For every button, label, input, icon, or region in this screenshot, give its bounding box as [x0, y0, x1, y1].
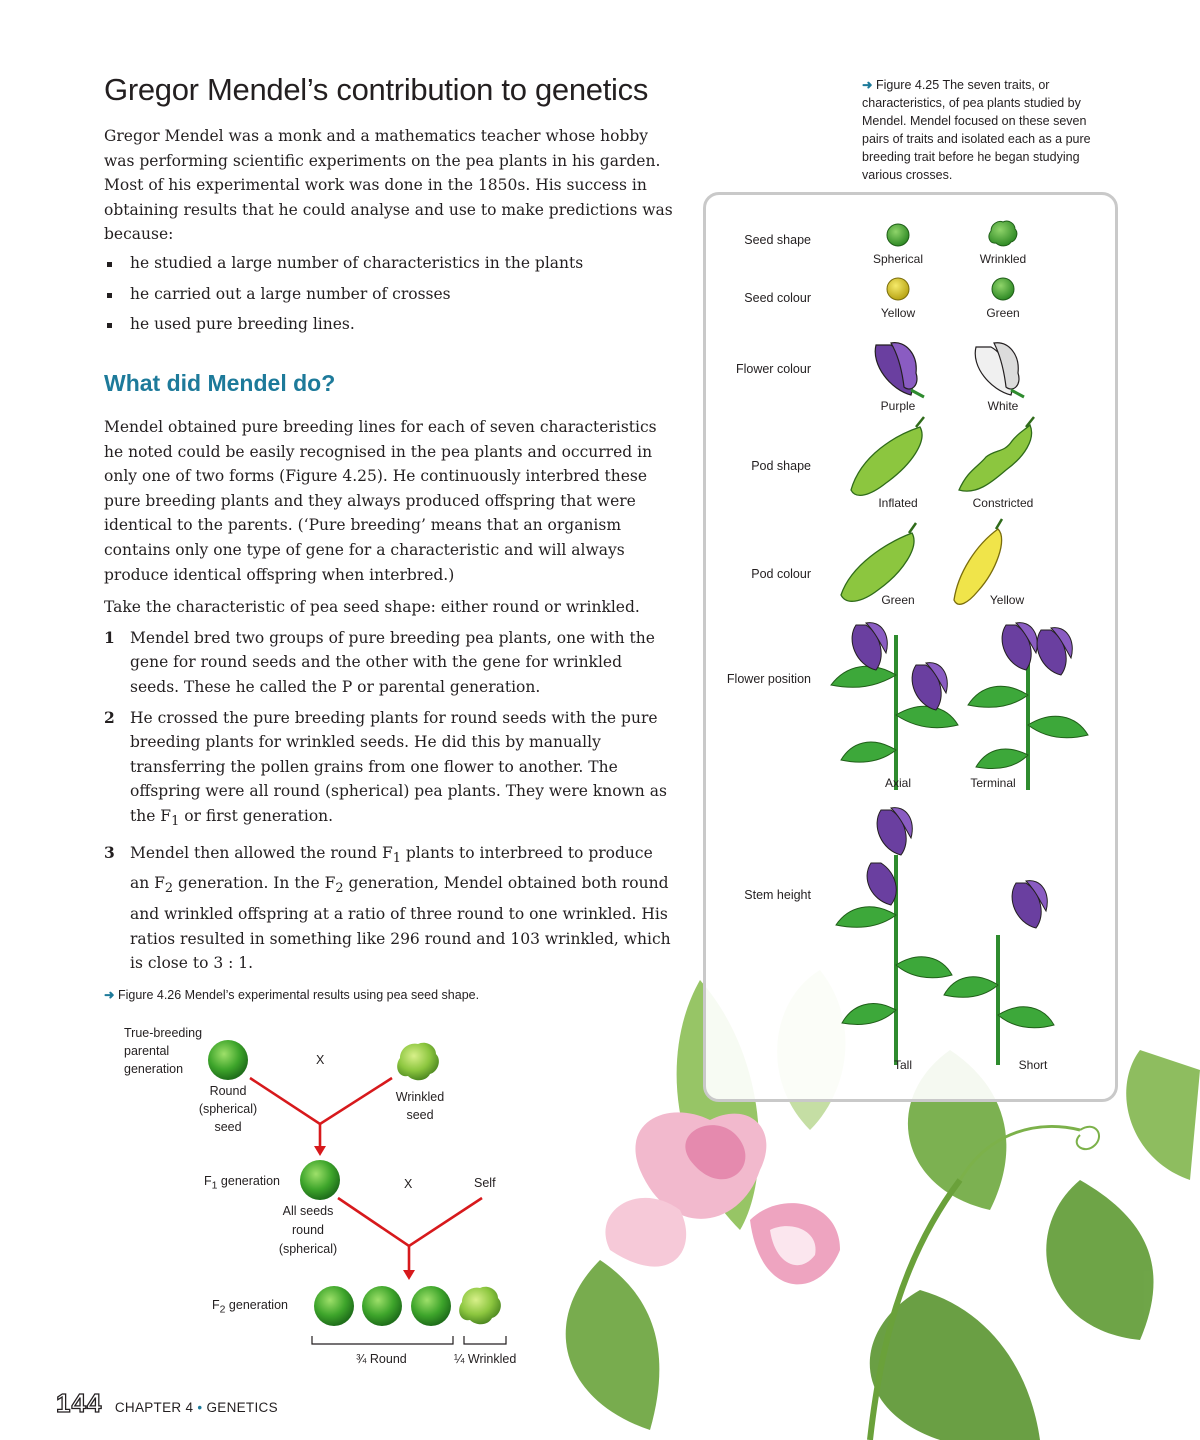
- f1-generation-label: [204, 1174, 280, 1192]
- f2-round-seed-icon: [362, 1286, 402, 1326]
- f2-wrinkled-seed-icon: [459, 1287, 501, 1325]
- subscript: 1: [392, 850, 401, 866]
- label-text: F: [204, 1174, 212, 1188]
- round-seed-label: Round (spherical) seed: [198, 1084, 258, 1134]
- trait-value: Yellow: [989, 593, 1025, 607]
- step-text: Mendel then allowed the round F: [130, 843, 393, 862]
- figure-426-diagram: [104, 1010, 534, 1380]
- list-item: [104, 626, 674, 700]
- purple-flower-icon: [875, 343, 924, 397]
- caption-text: Figure 4.26 Mendel’s experimental results using pea seed shape.: [117, 988, 480, 1002]
- f2-generation-label: [212, 1298, 288, 1316]
- step-number: 3: [104, 842, 115, 862]
- trait-stem-height: Stem height: [744, 888, 811, 902]
- list-item: [104, 706, 674, 835]
- reasons-list: [104, 251, 674, 337]
- white-flower-icon: [975, 343, 1024, 397]
- page-title: Gregor Mendel’s contribution to genetics: [104, 72, 649, 107]
- trait-seed-shape: Seed shape: [744, 233, 811, 247]
- step-text: Mendel bred two groups of pure breeding pea plants, one with the gene for round seeds and the other with the gene for wrinkled seeds. These he called the P or parental generation.: [130, 628, 655, 696]
- topic-text: GENETICS: [206, 1400, 278, 1415]
- trait-seed-colour: Seed colour: [744, 291, 811, 305]
- f2-round-seed-icon: [314, 1286, 354, 1326]
- label-text: F: [212, 1298, 220, 1312]
- trait-value: Axial: [884, 776, 911, 790]
- caption-text: Figure 4.25 The seven traits, or characteristics, of pea plants studied by Mendel. Mendel focused on these seven pairs of traits and isolated each as a pure breeding trait before he began studying various crosses.: [862, 78, 1091, 182]
- green-seed-icon: [992, 278, 1014, 300]
- trait-pod-shape: Pod shape: [751, 459, 811, 473]
- label-text: generation: [225, 1298, 288, 1312]
- trait-value: Green: [881, 593, 915, 607]
- trait-value: Inflated: [878, 496, 918, 510]
- f2-round-seed-icon: [411, 1286, 451, 1326]
- subscript: 1: [171, 814, 180, 829]
- subscript: 1: [211, 1180, 218, 1192]
- subscript: 2: [219, 1304, 226, 1316]
- ratio-wrinkled-label: ¼ Wrinkled: [454, 1352, 517, 1366]
- trait-flower-colour: Flower colour: [735, 362, 811, 376]
- subscript: 2: [335, 881, 344, 897]
- steps-list: [104, 626, 674, 976]
- trait-value: Constricted: [972, 496, 1034, 510]
- figure-425-caption: [862, 76, 1102, 184]
- wrinkled-seed-icon: [397, 1043, 439, 1081]
- trait-value: Purple: [880, 399, 916, 413]
- method-block: [104, 415, 674, 982]
- trait-value: Terminal: [970, 776, 1016, 790]
- figure-426-caption: [104, 986, 664, 1004]
- method-paragraph: Mendel obtained pure breeding lines for each of seven characteristics he noted could be easily recognised in the pea plants and occurred in only one of two forms (Figure 4.25). He continuously interbred these pure breeding plants and they always produced offspring that were identical to the parents. (‘Pure breeding’ means that an organism contains only one type of gene for a characteristic and will always produce identical offspring when interbred.): [104, 418, 657, 584]
- separator: •: [197, 1400, 203, 1415]
- intro-paragraph: Gregor Mendel was a monk and a mathematics teacher whose hobby was performing scientific experiments on the pea plants in his garden. Most of his experimental work was done in the 1850s. His success in obtaining results that he could analyse and use to make predictions was because:: [104, 127, 673, 244]
- trait-value: Green: [986, 306, 1020, 320]
- list-item: he used pure breeding lines.: [104, 312, 674, 337]
- constricted-pod-icon: [959, 425, 1032, 491]
- cross-symbol: X: [316, 1053, 325, 1067]
- short-plant-icon: [944, 881, 1054, 1065]
- trait-value: Short: [1018, 1058, 1048, 1072]
- f1-note: All seeds round (spherical): [278, 1204, 338, 1256]
- self-label: Self: [474, 1176, 496, 1190]
- step-text: generation. In the F: [173, 874, 336, 893]
- parental-label: True-breeding parental generation: [124, 1026, 203, 1076]
- step-text: generation, Mendel obtained both round and wrinkled offspring at a ratio of three round to one wrinkled. His ratios resulted in something like 296 round and 103 wrinkled, which is close to 3 : 1.: [130, 874, 671, 973]
- list-item: he carried out a large number of crosses: [104, 282, 674, 307]
- chapter-text: CHAPTER 4: [114, 1400, 194, 1415]
- step-number: 1: [104, 627, 115, 647]
- trait-flower-position: Flower position: [726, 672, 811, 686]
- trait-value: Yellow: [880, 306, 916, 320]
- trait-value: Tall: [893, 1058, 912, 1072]
- step-text: plants to interbreed to produce an F: [130, 843, 653, 893]
- subscript: 2: [164, 881, 174, 897]
- step-text: or first generation.: [179, 806, 334, 825]
- tall-plant-icon: [836, 808, 952, 1065]
- seed-shape-paragraph: Take the characteristic of pea seed shape: either round or wrinkled.: [104, 598, 640, 617]
- traits-panel: [703, 192, 1118, 1102]
- axial-plant-icon: [831, 623, 958, 790]
- step-text: He crossed the pure breeding plants for round seeds with the pure breeding plants for wrinkled seeds. He did this by manually transferring the pollen grains from one flower to another. The offspring were all round (spherical) pea plants. They were known as the F: [130, 708, 667, 825]
- inflated-pod-icon: [851, 427, 922, 495]
- round-seed-icon: [208, 1040, 248, 1080]
- green-pod-icon: [841, 533, 914, 601]
- wrinkled-seed-icon: [989, 221, 1017, 246]
- wrinkled-seed-label: Wrinkled seed: [395, 1090, 445, 1122]
- trait-value: Wrinkled: [979, 252, 1027, 266]
- page-footer: [56, 1388, 278, 1419]
- label-text: generation: [217, 1174, 280, 1188]
- arrow-icon: ➜: [104, 988, 115, 1002]
- trait-value: White: [987, 399, 1019, 413]
- list-item: [104, 841, 674, 976]
- yellow-seed-icon: [887, 278, 909, 300]
- trait-value: Spherical: [872, 252, 924, 266]
- f1-round-seed-icon: [300, 1160, 340, 1200]
- cross-symbol: X: [404, 1177, 413, 1191]
- trait-pod-colour: Pod colour: [751, 567, 811, 581]
- page-number: 144: [56, 1388, 103, 1418]
- section-heading: What did Mendel do?: [104, 370, 336, 396]
- traits-illustrations: [706, 195, 1115, 1099]
- chapter-label: [115, 1400, 278, 1415]
- step-number: 2: [104, 707, 115, 727]
- arrow-icon: ➜: [862, 78, 873, 92]
- list-item: he studied a large number of characteristics in the plants: [104, 251, 674, 276]
- terminal-plant-icon: [968, 623, 1088, 790]
- intro-block: [104, 124, 674, 343]
- spherical-seed-icon: [887, 224, 909, 246]
- ratio-round-label: ¾ Round: [356, 1352, 407, 1366]
